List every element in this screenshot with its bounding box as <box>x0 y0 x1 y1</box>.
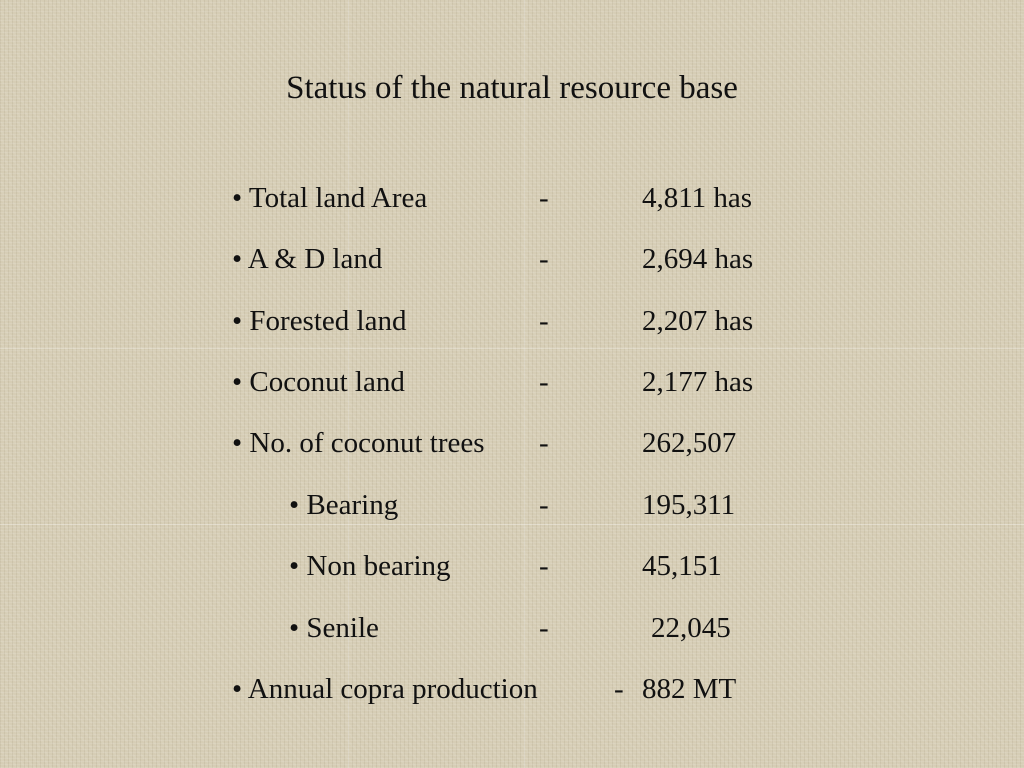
row-label: • Senile <box>289 612 379 644</box>
row-value: 2,207 has <box>642 305 754 337</box>
row-value: 22,045 <box>651 612 731 644</box>
row-dash: - <box>539 305 549 337</box>
row-value: 882 MT <box>642 673 737 705</box>
row-value: 2,177 has <box>642 366 754 398</box>
background-tile-seam <box>0 524 1024 525</box>
row-dash: - <box>539 612 549 644</box>
row-dash: - <box>539 489 549 521</box>
row-dash: - <box>539 427 549 459</box>
row-label: • Annual copra production <box>232 673 538 705</box>
row-value: 262,507 <box>642 427 737 459</box>
background-tile-seam <box>0 348 1024 349</box>
row-dash: - <box>539 366 549 398</box>
row-dash: - <box>539 550 549 582</box>
row-dash: - <box>539 243 549 275</box>
row-label: • Forested land <box>232 305 407 337</box>
row-value: 2,694 has <box>642 243 754 275</box>
row-value: 45,151 <box>642 550 722 582</box>
row-dash: - <box>614 673 624 705</box>
row-value: 4,811 has <box>642 182 753 214</box>
background-tile-seam <box>524 0 525 768</box>
row-label: • Total land Area <box>232 182 428 214</box>
row-label: • No. of coconut trees <box>232 427 485 459</box>
row-value: 195,311 <box>642 489 736 521</box>
row-label: • Coconut land <box>232 366 405 398</box>
row-dash: - <box>539 182 549 214</box>
row-label: • Bearing <box>289 489 399 521</box>
row-label: • A & D land <box>232 243 383 275</box>
row-label: • Non bearing <box>289 550 451 582</box>
slide-title: Status of the natural resource base <box>286 70 738 106</box>
